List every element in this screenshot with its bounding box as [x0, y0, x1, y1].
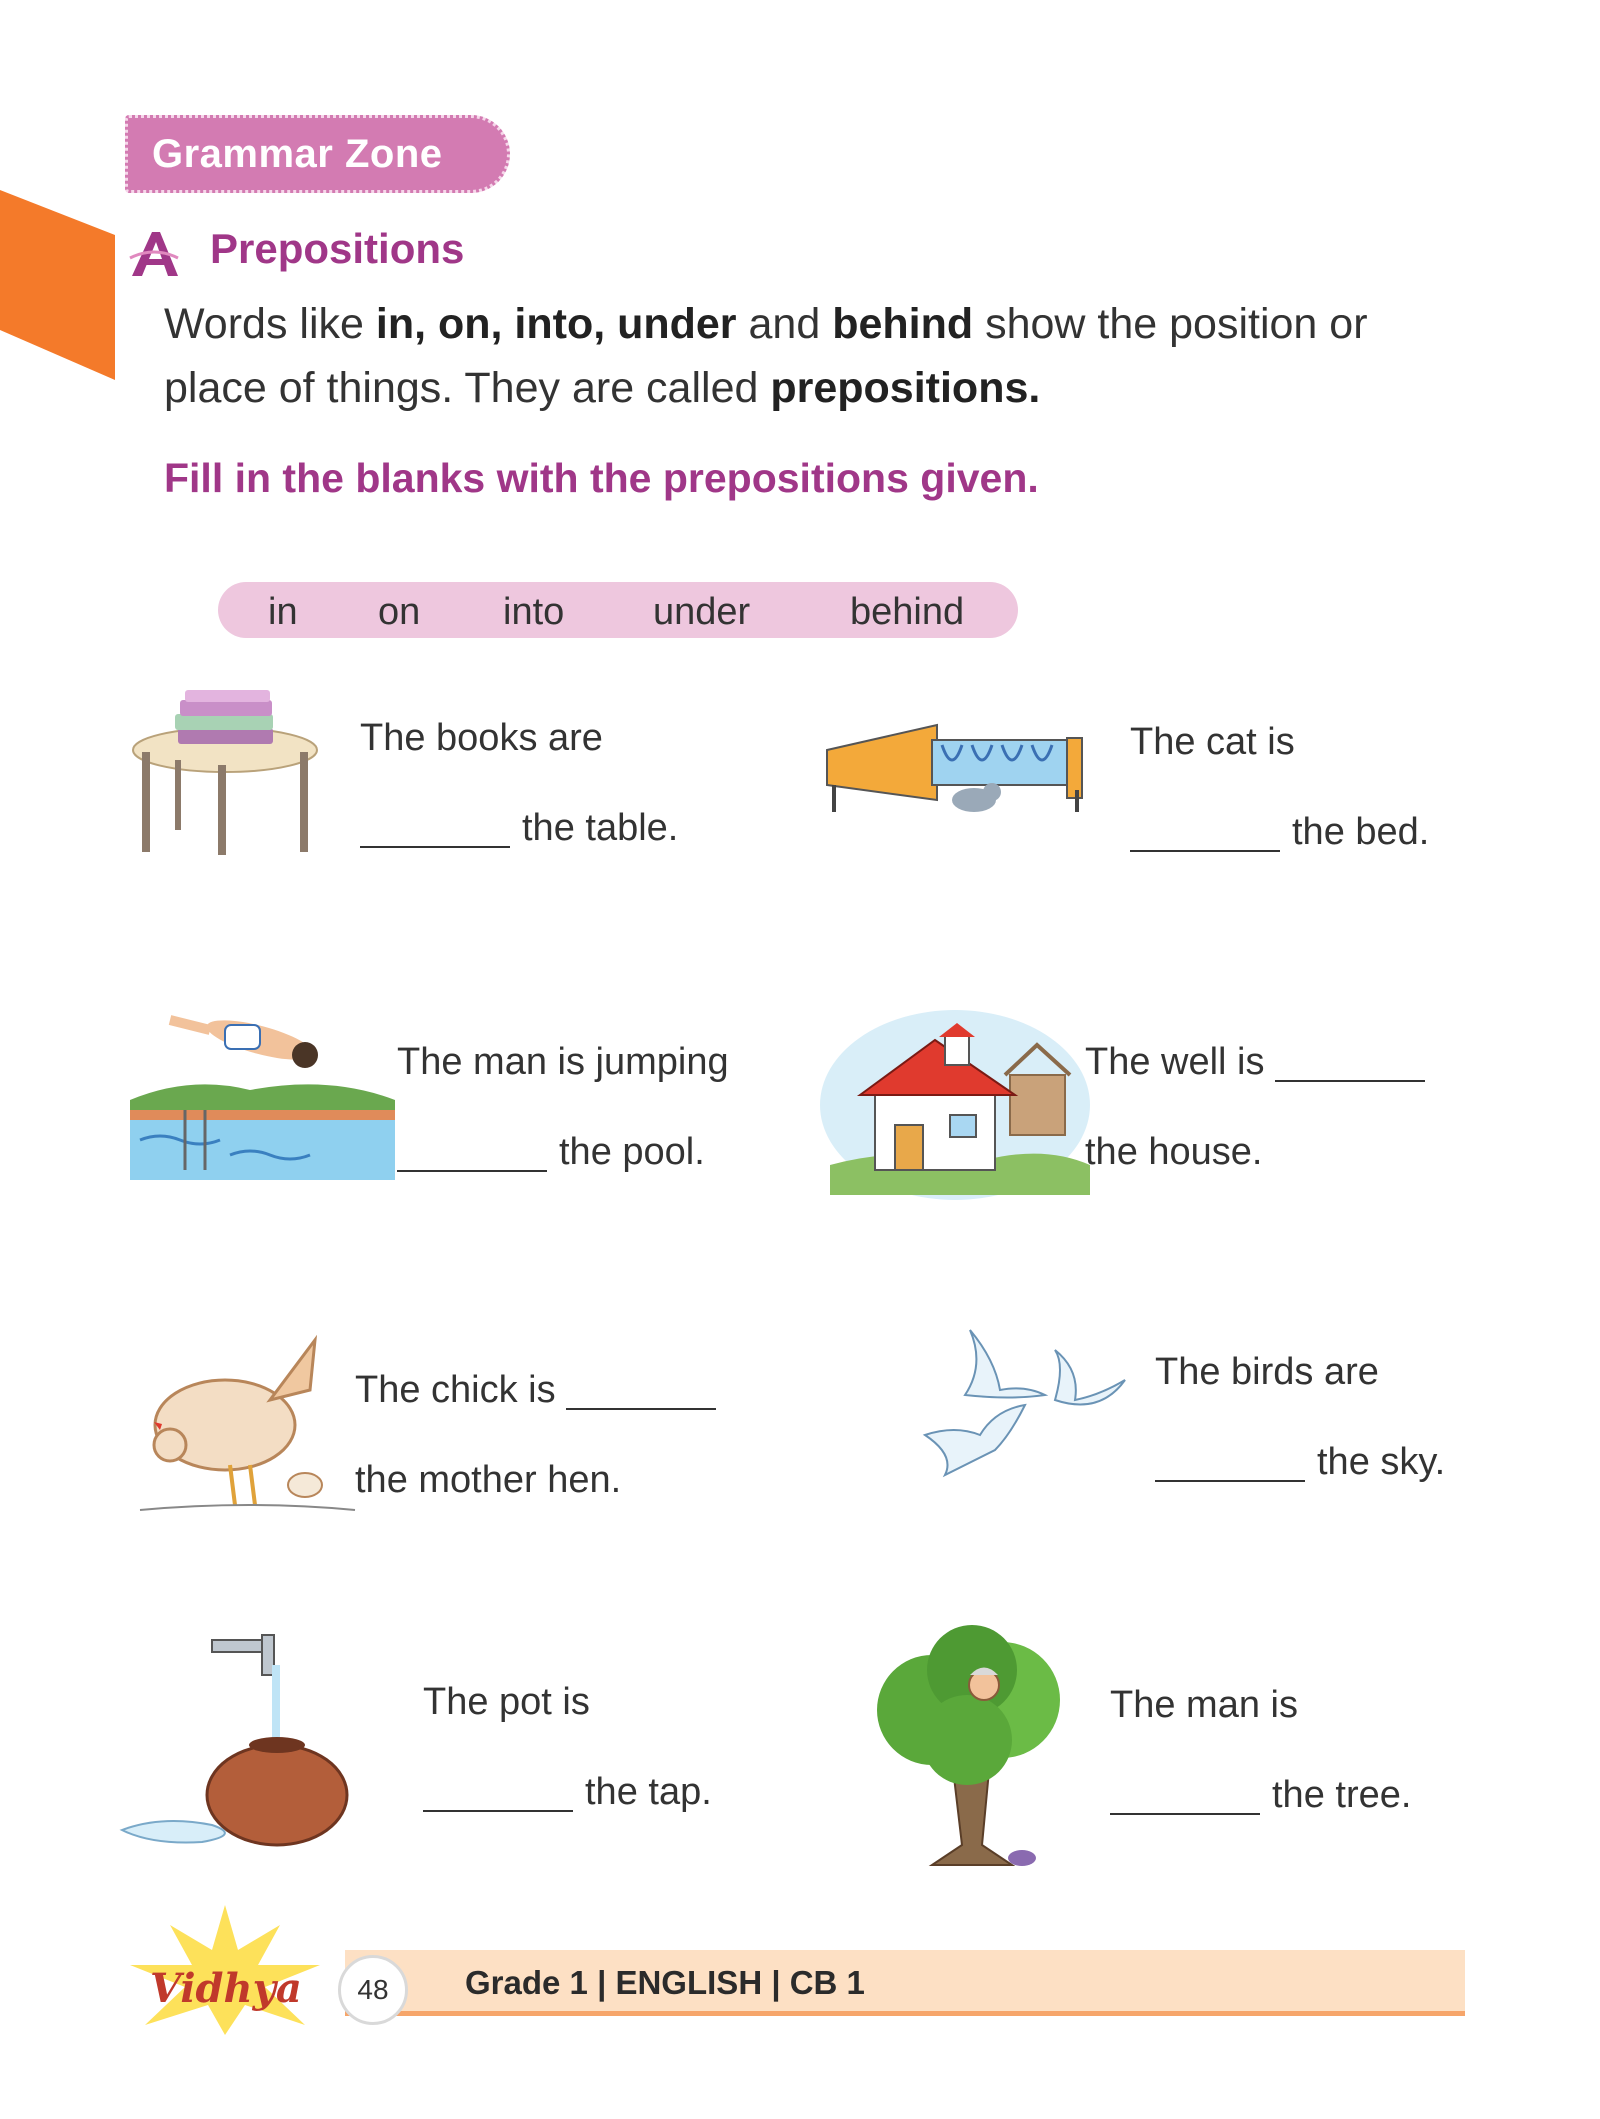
- man-diving-pool-illustration: [130, 1005, 400, 1185]
- hen-and-chick-illustration: [140, 1330, 360, 1520]
- grammar-zone-label: Grammar Zone: [152, 131, 443, 176]
- question-2-line-2: [1130, 812, 1429, 852]
- page-number: 48: [338, 1955, 408, 2025]
- answer-blank[interactable]: [1155, 1450, 1305, 1482]
- pot-under-tap-illustration: [122, 1630, 362, 1845]
- word-bank-item: behind: [850, 591, 965, 633]
- question-2-line-1: The cat is: [1130, 721, 1295, 763]
- question-5-line-2: the mother hen.: [355, 1459, 622, 1501]
- word-bank: [218, 582, 1018, 638]
- question-7-line-2: [423, 1772, 712, 1812]
- answer-blank[interactable]: [397, 1140, 547, 1172]
- intro-bold: in, on, into, under: [375, 300, 737, 348]
- word-bank-item: in: [268, 591, 298, 633]
- cat-under-bed-illustration: [822, 720, 1097, 840]
- question-2-tail: the bed.: [1292, 811, 1430, 853]
- intro-text: Words like: [164, 300, 376, 348]
- word-bank-item: on: [378, 591, 421, 633]
- section-title: Prepositions: [210, 225, 465, 272]
- intro-text: show the position or place of things. They are called: [164, 300, 1368, 412]
- question-1-tail: the table.: [522, 807, 679, 849]
- orange-flag-decoration: [0, 190, 115, 380]
- man-behind-tree-illustration: [872, 1630, 1072, 1870]
- birds-in-sky-illustration: [915, 1325, 1130, 1485]
- question-1-line-1: The books are: [360, 717, 603, 759]
- answer-blank[interactable]: [1110, 1783, 1260, 1815]
- question-7-line-1: The pot is: [423, 1681, 590, 1723]
- question-8-line-1: The man is: [1110, 1684, 1298, 1726]
- question-6-line-1: The birds are: [1155, 1351, 1379, 1393]
- question-5-head: The chick is: [355, 1369, 556, 1411]
- section-a-icon: [128, 228, 180, 280]
- intro-text: and: [736, 300, 833, 348]
- answer-blank[interactable]: [360, 816, 510, 848]
- question-4-head: The well is: [1085, 1041, 1265, 1083]
- house-and-well-illustration: [825, 995, 1095, 1200]
- vidhya-logo: Vidhya: [150, 1965, 302, 2012]
- answer-blank[interactable]: [423, 1780, 573, 1812]
- intro-bold: prepositions.: [770, 364, 1041, 412]
- exercise-instruction: Fill in the blanks with the prepositions given.: [164, 455, 1039, 501]
- question-3-tail: the pool.: [559, 1131, 705, 1173]
- question-4-line-2: the house.: [1085, 1131, 1263, 1173]
- question-3-line-2: [397, 1132, 705, 1172]
- grammar-zone-badge: [125, 115, 510, 193]
- question-3-line-1: The man is jumping: [397, 1041, 729, 1083]
- question-6-line-2: [1155, 1442, 1445, 1482]
- question-5-line-1: [355, 1370, 716, 1410]
- word-bank-item: into: [503, 591, 565, 633]
- question-4-line-1: [1085, 1042, 1425, 1082]
- question-8-tail: the tree.: [1272, 1774, 1412, 1816]
- question-8-line-2: [1110, 1775, 1411, 1815]
- answer-blank[interactable]: [1275, 1050, 1425, 1082]
- answer-blank[interactable]: [566, 1378, 716, 1410]
- intro-paragraph: [164, 292, 1464, 420]
- intro-bold: behind: [832, 300, 974, 348]
- question-1-line-2: [360, 808, 678, 848]
- answer-blank[interactable]: [1130, 820, 1280, 852]
- question-6-tail: the sky.: [1317, 1441, 1446, 1483]
- books-on-table-illustration: [130, 690, 320, 860]
- question-7-tail: the tap.: [585, 1771, 712, 1813]
- footer-title: Grade 1 | ENGLISH | CB 1: [465, 1964, 865, 2001]
- word-bank-item: under: [653, 591, 751, 633]
